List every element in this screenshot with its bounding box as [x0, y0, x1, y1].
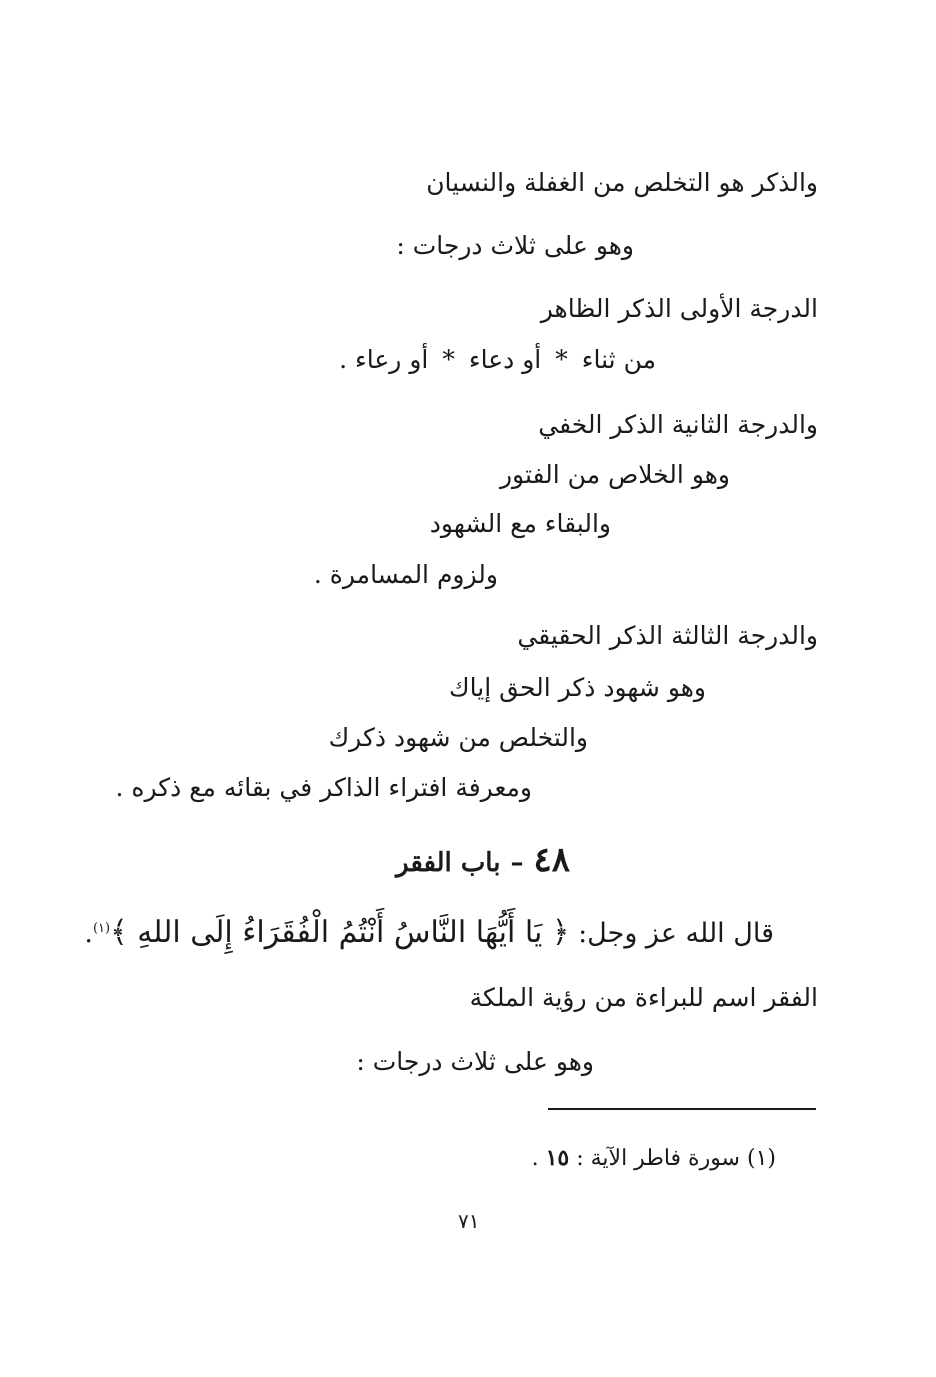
chapter-number: ٤٨ [533, 840, 570, 880]
star-separator-2: * [442, 345, 455, 374]
text-line-2: وهو على ثلاث درجات : [396, 231, 634, 260]
text-line-11: والتخلص من شهود ذكرك [328, 723, 588, 752]
supplication-text: أو دعاء [468, 345, 542, 374]
quran-verse: ﴿ يَا أَيُّهَا النَّاسُ أَنْتُمُ الْفُقَرَاءُ إِلَى اللهِ ﴾ [110, 915, 570, 950]
footnote-text: (١) سورة فاطر الآية : [576, 1146, 776, 1171]
text-line-13: الفقر اسم للبراءة من رؤية الملكة [469, 983, 818, 1012]
footnote [532, 1140, 776, 1177]
text-line-5: والدرجة الثانية الذكر الخفي [538, 410, 818, 439]
star-separator-1: * [555, 345, 568, 374]
chapter-title: باب الفقر [395, 848, 501, 878]
text-line-6: وهو الخلاص من الفتور [499, 460, 730, 489]
text-line-3: الدرجة الأولى الذكر الظاهر [540, 294, 818, 323]
text-line-12: ومعرفة افتراء الذاكر في بقائه مع ذكره . [115, 773, 532, 802]
text-line-8: ولزوم المسامرة . [313, 560, 498, 589]
text-line-4 [339, 340, 656, 380]
text-line-10: وهو شهود ذكر الحق إياك [449, 673, 706, 702]
verse-intro: قال الله عز وجل: [578, 918, 774, 949]
verse-end: . [84, 918, 93, 949]
text-line-9: والدرجة الثالثة الذكر الحقيقي [517, 621, 818, 650]
footnote-verse-number: ١٥ [545, 1145, 570, 1171]
observance-text: أو رعاء . [339, 345, 429, 374]
text-line-1: والذكر هو التخلص من الغفلة والنسيان [426, 168, 818, 197]
footnote-divider [548, 1108, 816, 1110]
chapter-heading [396, 838, 570, 885]
chapter-dash: – [510, 848, 524, 878]
quran-verse-line [84, 904, 774, 959]
praise-text: من ثناء [581, 345, 656, 374]
footnote-end: . [531, 1146, 539, 1171]
footnote-marker: (١) [92, 921, 111, 936]
text-line-14: وهو على ثلاث درجات : [356, 1047, 594, 1076]
page-number: ٧١ [458, 1209, 480, 1233]
text-line-7: والبقاء مع الشهود [429, 509, 611, 538]
